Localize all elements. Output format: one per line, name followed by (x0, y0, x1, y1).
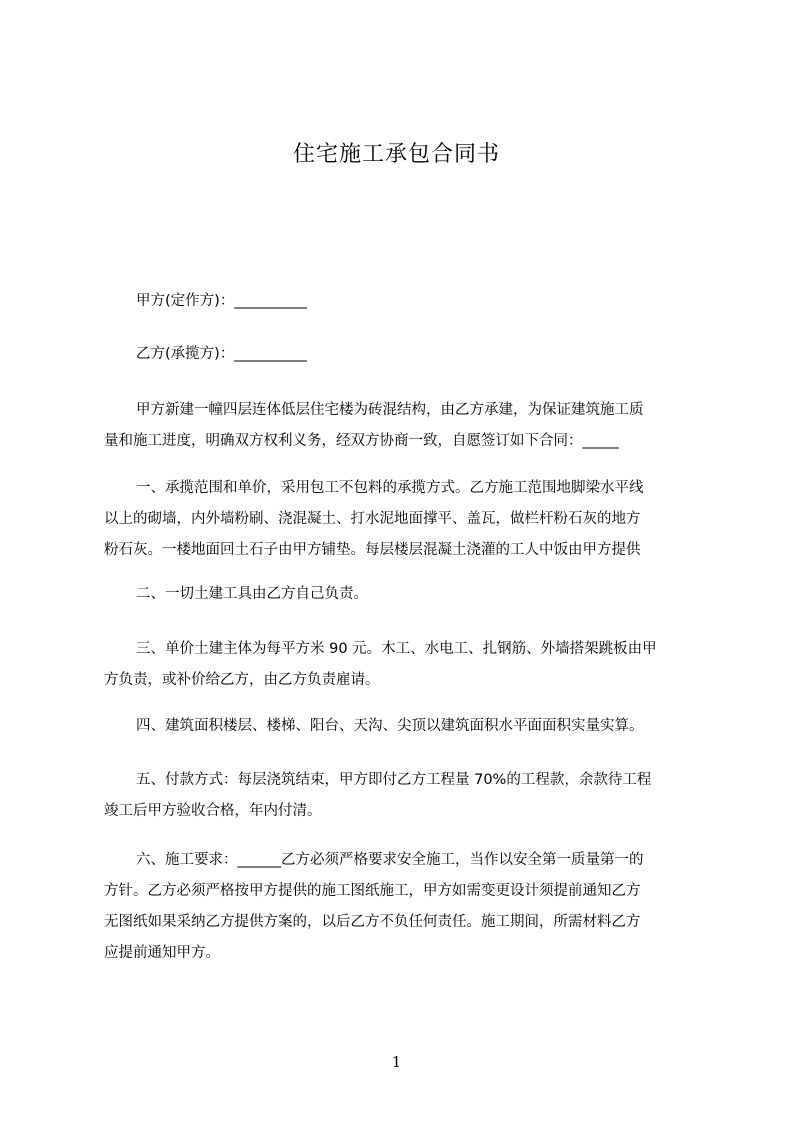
clause-1-line-3: 粉石灰。一楼地面回土石子由甲方铺垫。每层楼层混凝土浇灌的工人中饭由甲方提供 (104, 542, 641, 558)
page-number: 1 (391, 1053, 402, 1071)
clause-4-paragraph (104, 711, 710, 742)
preamble-line-2: 量和施工进度，明确双方权利义务，经双方协商一致，自愿签订如下合同：_____ (104, 433, 619, 449)
clause-6-paragraph (104, 845, 710, 969)
clause-1-paragraph (104, 473, 710, 566)
clause-5-line-1: 五、付款方式：每层浇筑结束，甲方即付乙方工程量 70%的工程款，余款待工程 (136, 772, 652, 788)
document-title: 住宅施工承包合同书 (292, 142, 500, 167)
clause-2-line-1: 二、一切土建工具由乙方自己负责。 (136, 586, 368, 602)
clause-6-line-1: 六、施工要求：______乙方必须严格要求安全施工，当作以安全第一质量第一的 (136, 852, 644, 868)
clause-3-line-2: 方负责，或补价给乙方，由乙方负责雇请。 (104, 672, 380, 688)
clause-3-paragraph (104, 634, 710, 696)
clause-2-paragraph (104, 579, 710, 610)
party-b-line: 乙方(承揽方)：__________ (136, 346, 307, 362)
clause-6-line-4: 应提前通知甲方。 (104, 945, 220, 961)
party-a-line: 甲方(定作方)：__________ (136, 293, 307, 309)
clause-1-line-2: 以上的砌墙，内外墙粉刷、浇混凝土、打水泥地面撑平、盖瓦，做栏杆粉石灰的地方 (104, 511, 641, 527)
clause-1-line-1: 一、承揽范围和单价，采用包工不包料的承揽方式。乙方施工范围地脚梁水平线 (136, 480, 644, 496)
clause-3-line-1: 三、单价土建主体为每平方米 90 元。木工、水电工、扎钢筋、外墙搭架跳板由甲 (136, 641, 657, 657)
clause-6-line-2: 方针。乙方必须严格按甲方提供的施工图纸施工，甲方如需变更设计须提前通知乙方 (104, 883, 641, 899)
clause-6-line-3: 无图纸如果采纳乙方提供方案的，以后乙方不负任何责任。施工期间，所需材料乙方 (104, 914, 641, 930)
clause-5-paragraph (104, 765, 710, 827)
preamble-paragraph (104, 395, 710, 457)
clause-5-line-2: 竣工后甲方验收合格，年内付清。 (104, 803, 322, 819)
preamble-line-1: 甲方新建一幢四层连体低层住宅楼为砖混结构，由乙方承建，为保证建筑施工质 (136, 402, 644, 418)
clause-4-line-1: 四、建筑面积楼层、楼梯、阳台、天沟、尖顶以建筑面积水平面面积实量实算。 (136, 718, 644, 734)
